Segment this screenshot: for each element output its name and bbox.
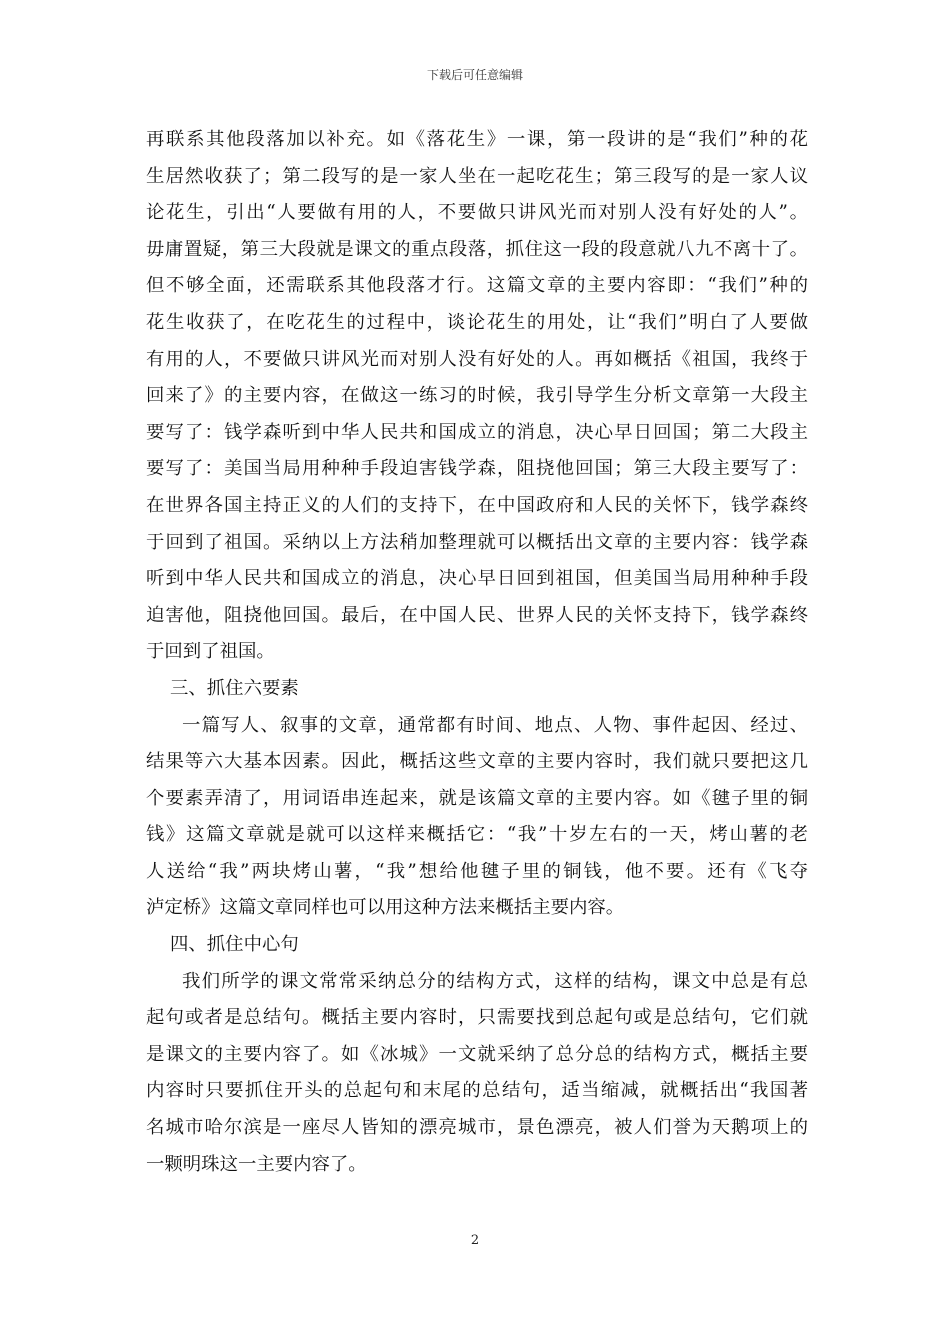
body-text [146,122,808,1183]
page-number: 2 [470,1233,480,1248]
page-header: 下载后可任意编辑 [426,68,523,82]
section-heading: 四、抓住中心句 [170,934,299,956]
text-line: 生居然收获了；第二段写的是一家人坐在一起吃花生；第三段写的是一家人议 [146,165,808,187]
text-line: 于回到了祖国。 [146,641,275,663]
text-line: 起句或者是总结句。概括主要内容时，只需要找到总起句或是总结句，它们就 [146,1007,808,1029]
text-line: 听到中华人民共和国成立的消息，决心早日回到祖国，但美国当局用种种手段 [146,568,808,590]
text-line: 人送给“我”两块烤山薯，“我”想给他毽子里的铜钱，他不要。还有《飞夺 [146,860,808,882]
text-line: 于回到了祖国。采纳以上方法稍加整理就可以概括出文章的主要内容：钱学森 [146,531,808,553]
text-line: 回来了》的主要内容，在做这一练习的时候，我引导学生分析文章第一大段主 [146,385,808,407]
section-heading: 三、抓住六要素 [170,677,299,699]
text-line: 再联系其他段落加以补充。如《落花生》一课，第一段讲的是“我们”种的花 [146,129,808,150]
text-line: 要写了：钱学森听到中华人民共和国成立的消息，决心早日回国；第二大段主 [146,421,808,443]
text-line: 毋庸置疑，第三大段就是课文的重点段落，抓住这一段的段意就八九不离十了。 [146,238,808,260]
text-line: 结果等六大基本因素。因此，概括这些文章的主要内容时，我们就只要把这几 [146,751,808,773]
text-line: 论花生，引出“人要做有用的人，不要做只讲风光而对别人没有好处的人”。 [146,202,808,224]
text-line: 一颗明珠这一主要内容了。 [146,1153,367,1175]
text-line: 个要素弄清了，用词语串连起来，就是该篇文章的主要内容。如《毽子里的铜 [146,787,808,809]
text-line: 泸定桥》这篇文章同样也可以用这种方法来概括主要内容。 [146,897,625,919]
text-line: 有用的人，不要做只讲风光而对别人没有好处的人。再如概括《祖国，我终于 [146,348,808,370]
text-line: 是课文的主要内容了。如《冰城》一文就采纳了总分总的结构方式，概括主要 [146,1043,808,1065]
text-line: 在世界各国主持正义的人们的支持下，在中国政府和人民的关怀下，钱学森终 [146,494,808,516]
text-line: 要写了：美国当局用种种手段迫害钱学森，阻挠他回国；第三大段主要写了： [146,458,808,480]
text-line: 花生收获了，在吃花生的过程中，谈论花生的用处，让“我们”明白了人要做 [146,311,808,333]
text-line: 一篇写人、叙事的文章，通常都有时间、地点、人物、事件起因、经过、 [182,714,808,736]
text-line: 名城市哈尔滨是一座尽人皆知的漂亮城市，景色漂亮，被人们誉为天鹅项上的 [146,1117,808,1139]
text-line: 钱》这篇文章就是就可以这样来概括它：“我”十岁左右的一天，烤山薯的老 [146,824,808,846]
text-line: 但不够全面，还需联系其他段落才行。这篇文章的主要内容即：“我们”种的 [146,275,808,297]
text-line: 迫害他，阻挠他回国。最后，在中国人民、世界人民的关怀支持下，钱学森终 [146,604,808,626]
text-line: 内容时只要抓住开头的总起句和末尾的总结句，适当缩减，就概括出“我国著 [146,1080,808,1102]
text-line: 我们所学的课文常常采纳总分的结构方式，这样的结构，课文中总是有总 [182,970,808,992]
